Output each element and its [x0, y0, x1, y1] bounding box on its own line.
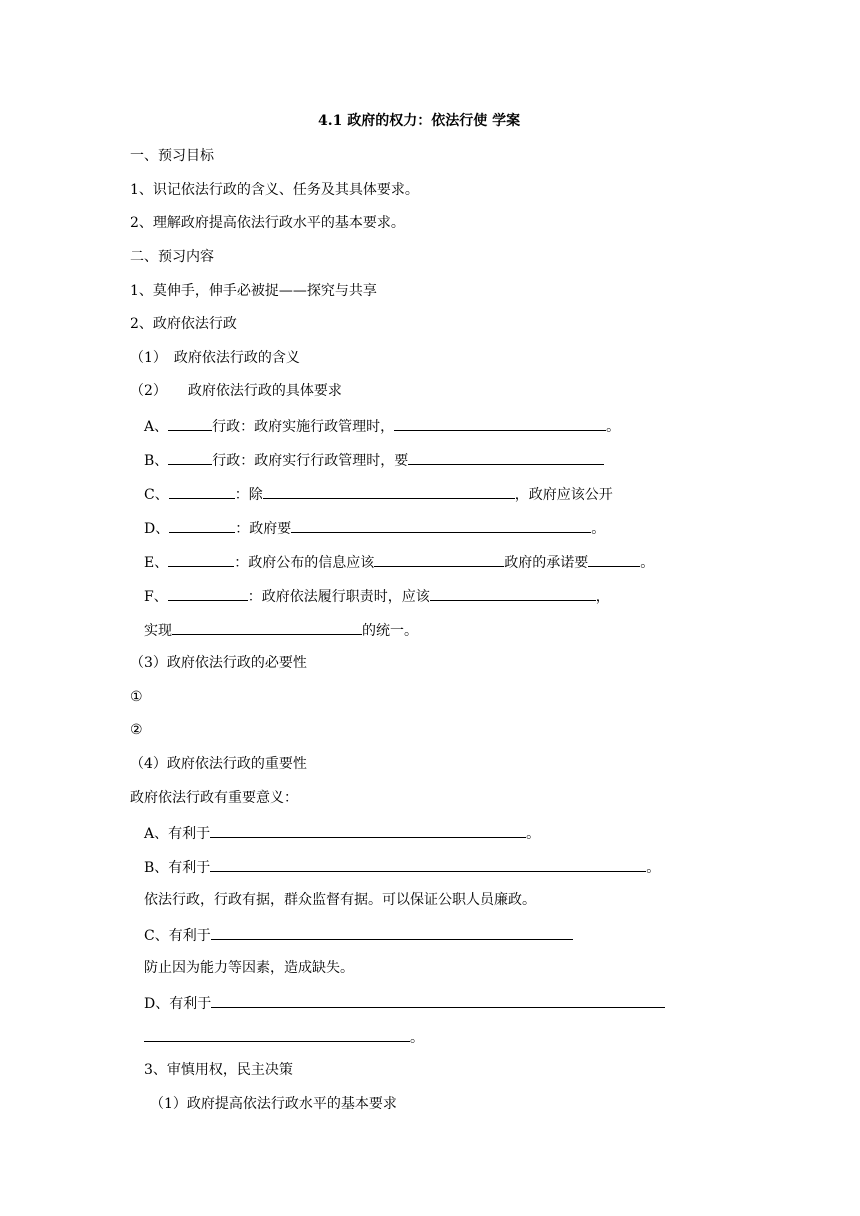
requirement-f	[144, 586, 610, 606]
section-heading-content: 二、预习内容	[130, 249, 214, 265]
requirement-d-end: 。	[591, 521, 606, 537]
blank-field[interactable]	[168, 450, 212, 465]
blank-field[interactable]	[210, 857, 646, 872]
blank-field[interactable]	[168, 586, 248, 601]
blank-field[interactable]	[168, 552, 234, 567]
requirement-e-end: 。	[640, 555, 655, 571]
significance-b-note: 依法行政，行政有据，群众监督有据。可以保证公职人员廉政。	[144, 892, 536, 908]
requirement-f-prefix: F、	[144, 589, 168, 605]
content-item-1: 1、莫伸手，伸手必被捉——探究与共享	[130, 283, 377, 299]
requirement-c-text: ：除	[234, 487, 263, 503]
significance-d-continued	[144, 1027, 424, 1047]
requirement-c	[144, 484, 613, 504]
blank-field[interactable]	[408, 450, 604, 465]
blank-field[interactable]	[291, 518, 591, 533]
requirement-d	[144, 518, 605, 538]
content-item-2: 2、政府依法行政	[130, 316, 237, 332]
requirement-b-text: 行政：政府实行行政管理时，要	[212, 453, 409, 469]
significance-d	[144, 993, 665, 1013]
blank-field[interactable]	[168, 416, 212, 431]
requirement-a-end: 。	[606, 419, 621, 435]
requirement-f2-prefix: 实现	[144, 623, 172, 639]
requirement-c-prefix: C、	[144, 487, 169, 503]
goal-item-2: 2、理解政府提高依法行政水平的基本要求。	[130, 215, 405, 231]
sub-item-1: （1） 政府依法行政的含义	[130, 350, 300, 366]
necessity-point-1: ①	[130, 689, 143, 705]
blank-field[interactable]	[211, 925, 573, 940]
blank-field[interactable]	[169, 518, 235, 533]
requirement-b	[144, 450, 604, 470]
significance-b-prefix: B、有利于	[144, 860, 211, 876]
blank-field[interactable]	[172, 620, 362, 635]
significance-c-prefix: C、有利于	[144, 928, 211, 944]
blank-field[interactable]	[210, 823, 526, 838]
blank-field[interactable]	[263, 484, 515, 499]
blank-field[interactable]	[588, 552, 640, 567]
blank-field[interactable]	[211, 993, 665, 1008]
significance-b-end: 。	[646, 860, 661, 876]
section-heading-goals: 一、预习目标	[130, 148, 214, 164]
significance-d-prefix: D、有利于	[144, 996, 212, 1012]
requirement-a	[144, 416, 620, 436]
sub-item-5: （1）政府提高依法行政水平的基本要求	[150, 1096, 397, 1112]
significance-c-note: 防止因为能力等因素，造成缺失。	[144, 960, 354, 976]
significance-a-prefix: A、有利于	[144, 826, 211, 842]
goal-item-1: 1、识记依法行政的含义、任务及其具体要求。	[130, 182, 419, 198]
requirement-f-end: ，	[595, 589, 610, 605]
blank-field[interactable]	[394, 416, 606, 431]
requirement-a-text: 行政：政府实施行政管理时，	[212, 419, 395, 435]
blank-field[interactable]	[430, 586, 596, 601]
blank-field[interactable]	[169, 484, 235, 499]
requirement-f-continued	[144, 620, 418, 640]
requirement-d-prefix: D、	[144, 521, 170, 537]
sub-item-4: （4）政府依法行政的重要性	[130, 756, 307, 772]
requirement-b-prefix: B、	[144, 453, 169, 469]
requirement-e-text: ：政府公布的信息应该	[234, 555, 375, 571]
sub-item-2: （2） 政府依法行政的具体要求	[130, 383, 342, 399]
sub-item-3: （3）政府依法行政的必要性	[130, 655, 307, 671]
necessity-point-2: ②	[130, 722, 143, 738]
significance-a	[144, 823, 540, 843]
requirement-f-text: ：政府依法履行职责时，应该	[247, 589, 430, 605]
requirement-e	[144, 552, 654, 572]
requirement-e-text-2: 政府的承诺要	[504, 555, 589, 571]
significance-intro: 政府依法行政有重要意义：	[130, 790, 298, 806]
content-item-3: 3、审慎用权，民主决策	[144, 1062, 293, 1078]
significance-a-end: 。	[526, 826, 541, 842]
requirement-a-prefix: A、	[144, 419, 169, 435]
requirement-c-end: ，政府应该公开	[514, 487, 613, 503]
requirement-d-text: ：政府要	[235, 521, 292, 537]
significance-d-end: 。	[410, 1030, 424, 1046]
significance-c	[144, 925, 573, 945]
significance-b	[144, 857, 660, 877]
requirement-e-prefix: E、	[144, 555, 169, 571]
blank-field[interactable]	[374, 552, 504, 567]
requirement-f2-end: 的统一。	[362, 623, 418, 639]
blank-field[interactable]	[144, 1027, 410, 1042]
page-title: 4.1 政府的权力：依法行使 学案	[318, 113, 521, 129]
